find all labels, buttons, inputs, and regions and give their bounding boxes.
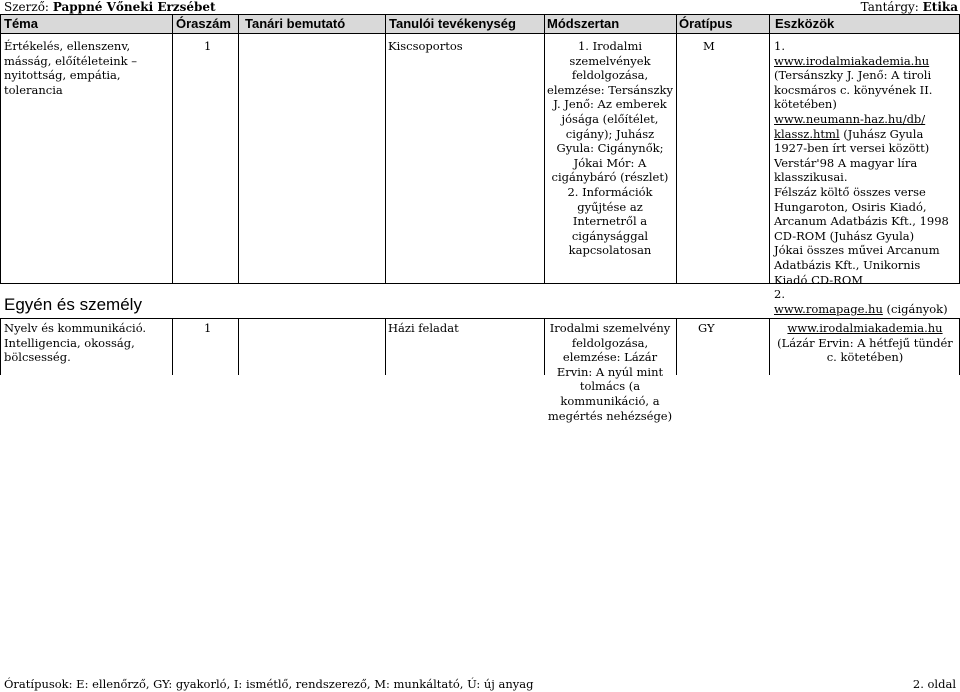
- row-divider: [0, 318, 960, 319]
- grid-line: [676, 318, 677, 375]
- row2-oratipus: GY: [698, 321, 715, 335]
- row2-oraszam: 1: [204, 321, 212, 335]
- author-label: Szerző:: [4, 0, 49, 14]
- row1-eszkozok: [774, 39, 956, 316]
- grid-line: [769, 14, 770, 284]
- row2-tanari: Házi feladat: [388, 321, 459, 335]
- grid-line: [172, 14, 173, 284]
- grid-line: [238, 14, 239, 284]
- link-irodalmiakademia[interactable]: www.irodalmiakademia.hu: [774, 53, 930, 68]
- subject-line: [861, 0, 958, 14]
- section-title: Egyén és személy: [4, 295, 142, 314]
- col-header-tanuloi: Tanulói tevékenység: [389, 16, 516, 31]
- row1-tanuloi-2: 2. Információk gyűjtése az Internetről a cigánysággal kapcsolatosan: [567, 184, 653, 258]
- eszkozok-text: Verstár'98 A magyar líra klasszikusai.: [774, 155, 918, 185]
- eszkozok-text: Jókai összes művei Arcanum Adatbázis Kft., Unikornis Kiadó CD-ROM: [774, 243, 940, 287]
- eszkozok-number: 1.: [774, 39, 785, 53]
- eszkozok-number: 2.: [774, 287, 785, 302]
- link-romapage[interactable]: www.romapage.hu: [774, 301, 883, 316]
- page-header: [0, 0, 960, 14]
- col-header-oraszam: Óraszám: [176, 16, 231, 31]
- row1-oratipus: M: [703, 39, 715, 53]
- footer-legend: Óratípusok: E: ellenőrző, GY: gyakorló, I: ismétlő, rendszerező, M: munkáltató, Ú: új anyag: [4, 677, 534, 691]
- grid-line: [544, 14, 545, 284]
- link-neumann-haz[interactable]: www.neumann-haz.hu/db/: [774, 111, 926, 126]
- link-irodalmiakademia[interactable]: www.irodalmiakademia.hu: [787, 321, 943, 335]
- eszkozok-text: (Juhász Gyula 1927-ben írt versei között): [774, 126, 930, 156]
- row2-tanuloi: Irodalmi szemelvény feldolgozása, elemzése: Lázár Ervin: A nyúl mint tolmács (a kommunikáció, a megértés nehézsége): [547, 321, 673, 423]
- eszkozok-text: (Tersánszky J. Jenő: A tiroli kocsmáros c. könyvének II. kötetében): [774, 68, 933, 112]
- link-neumann-haz-klassz[interactable]: klassz.html: [774, 126, 840, 141]
- row2-eszkozok: [772, 321, 958, 365]
- header-top-border: [0, 14, 960, 15]
- author-line: [4, 0, 216, 14]
- grid-line: [769, 318, 770, 375]
- grid-line: [385, 14, 386, 284]
- eszkozok-text: Félszáz költő összes verse Hungaroton, Osiris Kiadó, Arcanum Adatbázis Kft., 1998 CD-ROM (Juhász Gyula): [774, 184, 949, 243]
- author-name: Pappné Vőneki Erzsébet: [52, 0, 216, 14]
- col-header-oratipus: Óratípus: [679, 16, 733, 31]
- row1-tanari: Kiscsoportos: [388, 39, 463, 53]
- row1-tanuloi: [546, 39, 674, 258]
- subject-name: Etika: [922, 0, 958, 14]
- row1-oraszam: 1: [204, 39, 212, 53]
- table-header: [0, 15, 960, 34]
- grid-line: [544, 318, 545, 375]
- grid-line: [676, 14, 677, 284]
- grid-line: [0, 14, 1, 284]
- grid-line: [385, 318, 386, 375]
- col-header-modszertan: Módszertan: [547, 16, 620, 31]
- grid-line: [238, 318, 239, 375]
- eszkozok-text: (Lázár Ervin: A hétfejű tündér c. kötetében): [777, 335, 953, 365]
- col-header-tema: Téma: [4, 16, 38, 31]
- page-number: 2. oldal: [912, 677, 956, 691]
- grid-line: [172, 318, 173, 375]
- eszkozok-text: (cigányok): [886, 301, 948, 316]
- col-header-tanari: Tanári bemutató: [245, 16, 346, 31]
- row1-tanuloi-1: 1. Irodalmi szemelvények feldolgozása, elemzése: Tersánszky J. Jenő: Az emberek jósága (előítélet, cigány); Juhász Gyula: Cigánynők; Jókai Mór: A cigánybáró (részlet): [547, 39, 673, 185]
- grid-line: [0, 318, 1, 375]
- col-header-eszkozok: Eszközök: [775, 16, 835, 31]
- row2-tema: Nyelv és kommunikáció. Intelligencia, okosság, bölcsesség.: [4, 321, 147, 365]
- row1-tema: Értékelés, ellenszenv, másság, előítéleteink – nyitottság, empátia, tolerancia: [4, 39, 137, 97]
- subject-label: Tantárgy:: [860, 0, 919, 14]
